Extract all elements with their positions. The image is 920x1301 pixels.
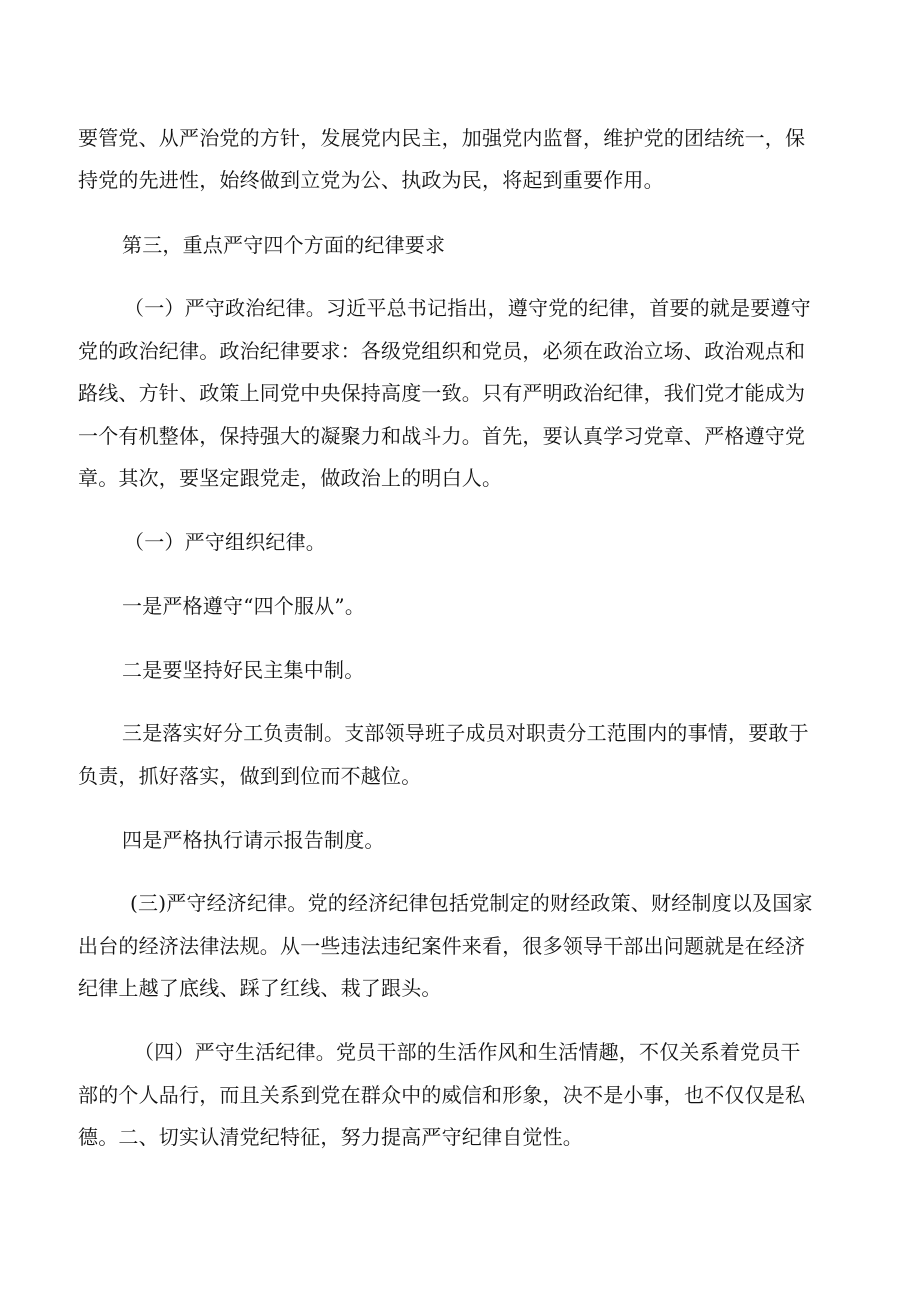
paragraph-line: 一个有机整体，保持强大的凝聚力和战斗力。首先，要认真学习党章、严格遵守党 bbox=[78, 424, 806, 448]
paragraph-line: 党的政治纪律。政治纪律要求：各级党组织和党员，必须在政治立场、政治观点和 bbox=[78, 339, 806, 363]
paragraph-line: （一）严守政治纪律。习近平总书记指出，遵守党的纪律，首要的就是要遵守 bbox=[124, 296, 811, 320]
paragraph-line: (三)严守经济纪律。党的经济纪律包括党制定的财经政策、财经制度以及国家 bbox=[130, 891, 813, 915]
list-item: 一是严格遵守“四个服从”。 bbox=[122, 594, 366, 618]
paragraph-line: 章。其次，要坚定跟党走，做政治上的明白人。 bbox=[78, 466, 503, 490]
paragraph-line: 路线、方针、政策上同党中央保持高度一致。只有严明政治纪律，我们党才能成为 bbox=[78, 381, 806, 405]
subsection-heading: （一）严守组织纪律。 bbox=[124, 530, 326, 554]
paragraph-line: 出台的经济法律法规。从一些违法违纪案件来看，很多领导干部出问题就是在经济 bbox=[78, 934, 806, 958]
list-item: 四是严格执行请示报告制度。 bbox=[122, 828, 385, 852]
list-item: 三是落实好分工负责制。支部领导班子成员对职责分工范围内的事情，要敢于 bbox=[122, 721, 809, 745]
section-heading: 第三，重点严守四个方面的纪律要求 bbox=[122, 233, 446, 257]
paragraph-line: 部的个人品行，而且关系到党在群众中的威信和形象，决不是小事，也不仅仅是私 bbox=[78, 1083, 806, 1107]
list-item: 二是要坚持好民主集中制。 bbox=[122, 658, 365, 682]
paragraph-line: 负责，抓好落实，做到到位而不越位。 bbox=[78, 764, 422, 788]
paragraph-line: （四）严守生活纪律。党员干部的生活作风和生活情趣，不仅关系着党员干 bbox=[134, 1040, 801, 1064]
paragraph-line: 要管党、从严治党的方针，发展党内民主，加强党内监督，维护党的团结统一，保 bbox=[78, 126, 806, 150]
paragraph-line: 纪律上越了底线、踩了红线、栽了跟头。 bbox=[78, 976, 442, 1000]
paragraph-line: 持党的先进性，始终做到立党为公、执政为民，将起到重要作用。 bbox=[78, 168, 664, 192]
paragraph-line: 德。二、切实认清党纪特征，努力提高严守纪律自觉性。 bbox=[78, 1125, 583, 1149]
